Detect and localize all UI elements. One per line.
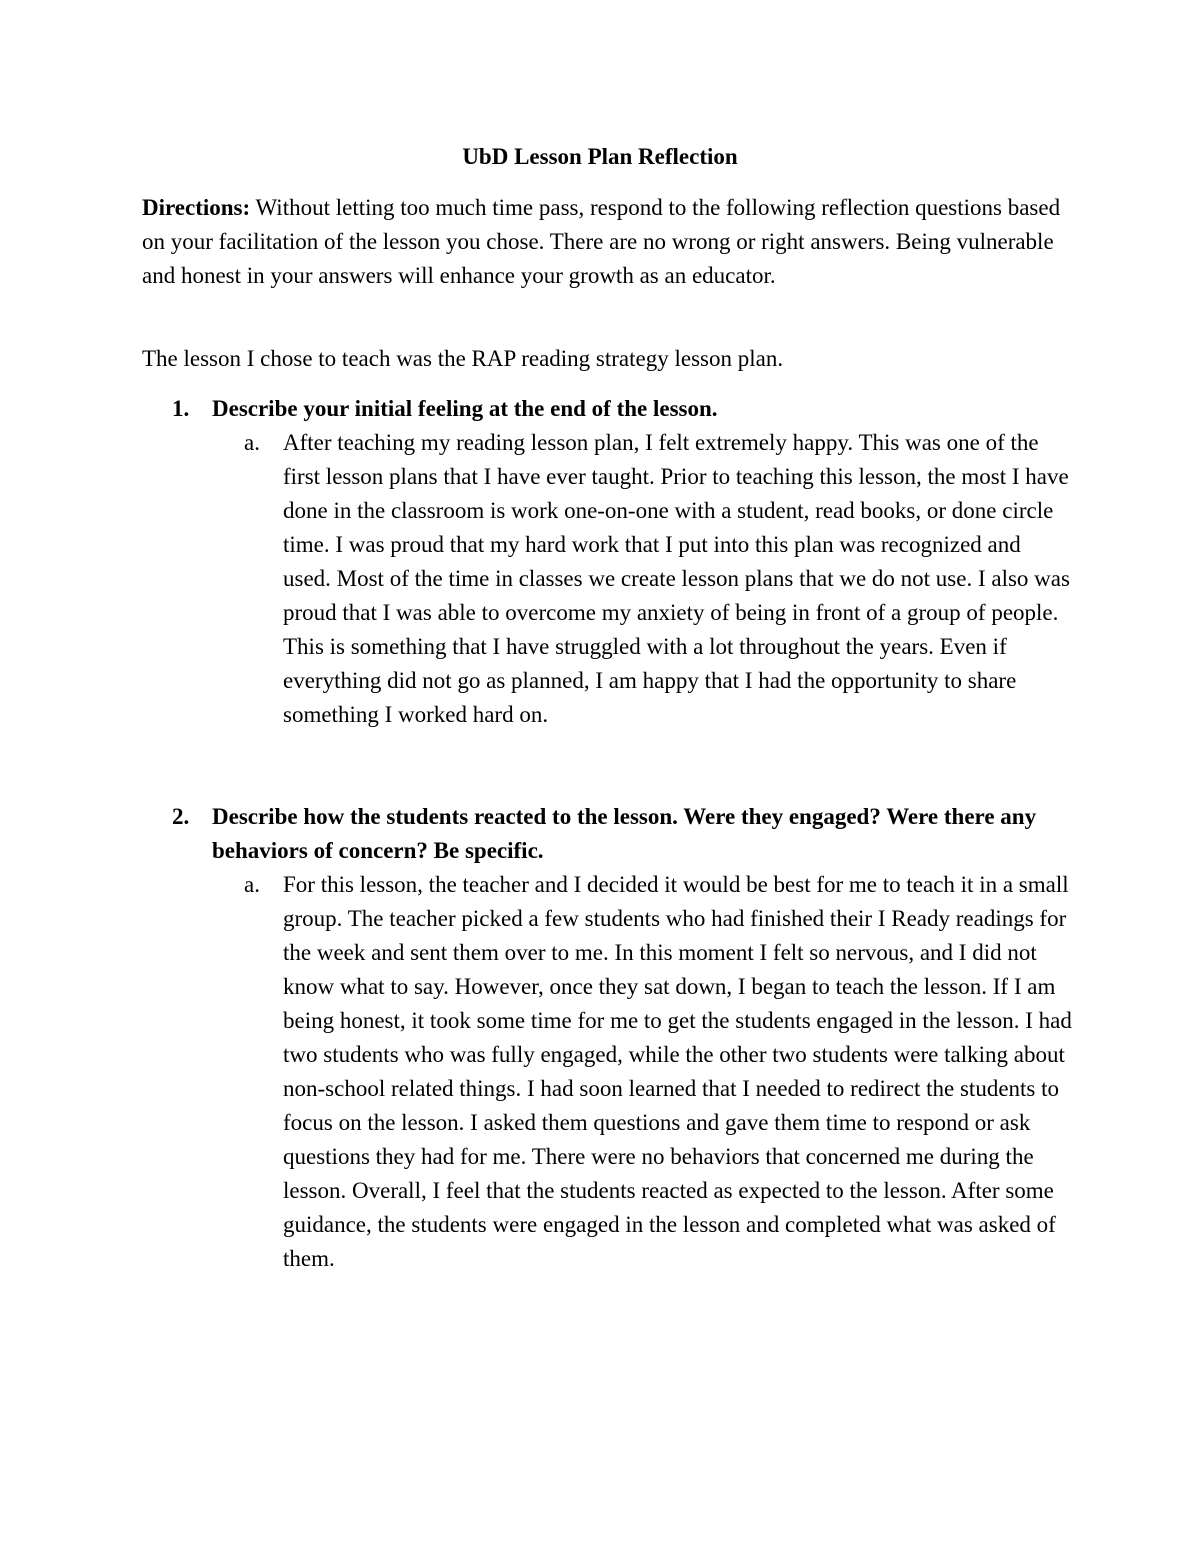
answer-text: For this lesson, the teacher and I decided it would be best for me to teach it in a small group. The teacher picked a few students who had finished their I Ready readings for the week and sent them over to me. In this moment I felt so nervous, and I did not know what to say. However, once they sat down, I began to teach the lesson. If I am being honest, it took some time for me to get the students engaged in the lesson. I had two students who was fully engaged, while the other two students were talking about non-school related things. I had soon learned that I needed to redirect the students to focus on the lesson. I asked them questions and gave them time to respond or ask questions they had for me. There were no behaviors that concerned me during the lesson. Overall, I feel that the students reacted as expected to the lesson. After some guidance, the students were engaged in the lesson and completed what was asked of them. [283,872,1072,1271]
question-text: Describe your initial feeling at the end of the lesson. [212,396,718,421]
intro-paragraph: The lesson I chose to teach was the RAP reading strategy lesson plan. [142,346,784,371]
answer-letter: a. [244,872,260,897]
question-2 [172,800,1052,868]
directions-paragraph [142,191,1072,293]
directions-text: Without letting too much time pass, respond to the following reflection questions based on your facilitation of the lesson you chose. There are no wrong or right answers. Being vulnerable and honest in your answers will enhance your growth as an educator. [142,195,1061,288]
answer-1 [244,426,1074,732]
document-title: UbD Lesson Plan Reflection [462,144,738,169]
question-text: Describe how the students reacted to the lesson. Were they engaged? Were there any behaviors of concern? Be specific. [212,804,1037,863]
directions-label: Directions: [142,195,251,220]
question-1 [172,392,1052,426]
answer-text: After teaching my reading lesson plan, I felt extremely happy. This was one of the first lesson plans that I have ever taught. Prior to teaching this lesson, the most I have done in the classroom is work one-on-one with a student, read books, or done circle time. I was proud that my hard work that I put into this plan was recognized and used. Most of the time in classes we create lesson plans that we do not use. I also was proud that I was able to overcome my anxiety of being in front of a group of people. This is something that I have struggled with a lot throughout the years. Even if everything did not go as planned, I am happy that I had the opportunity to share something I worked hard on. [283,430,1070,727]
answer-letter: a. [244,430,260,455]
answer-2 [244,868,1074,1276]
question-number: 1. [172,396,190,421]
question-number: 2. [172,804,190,829]
